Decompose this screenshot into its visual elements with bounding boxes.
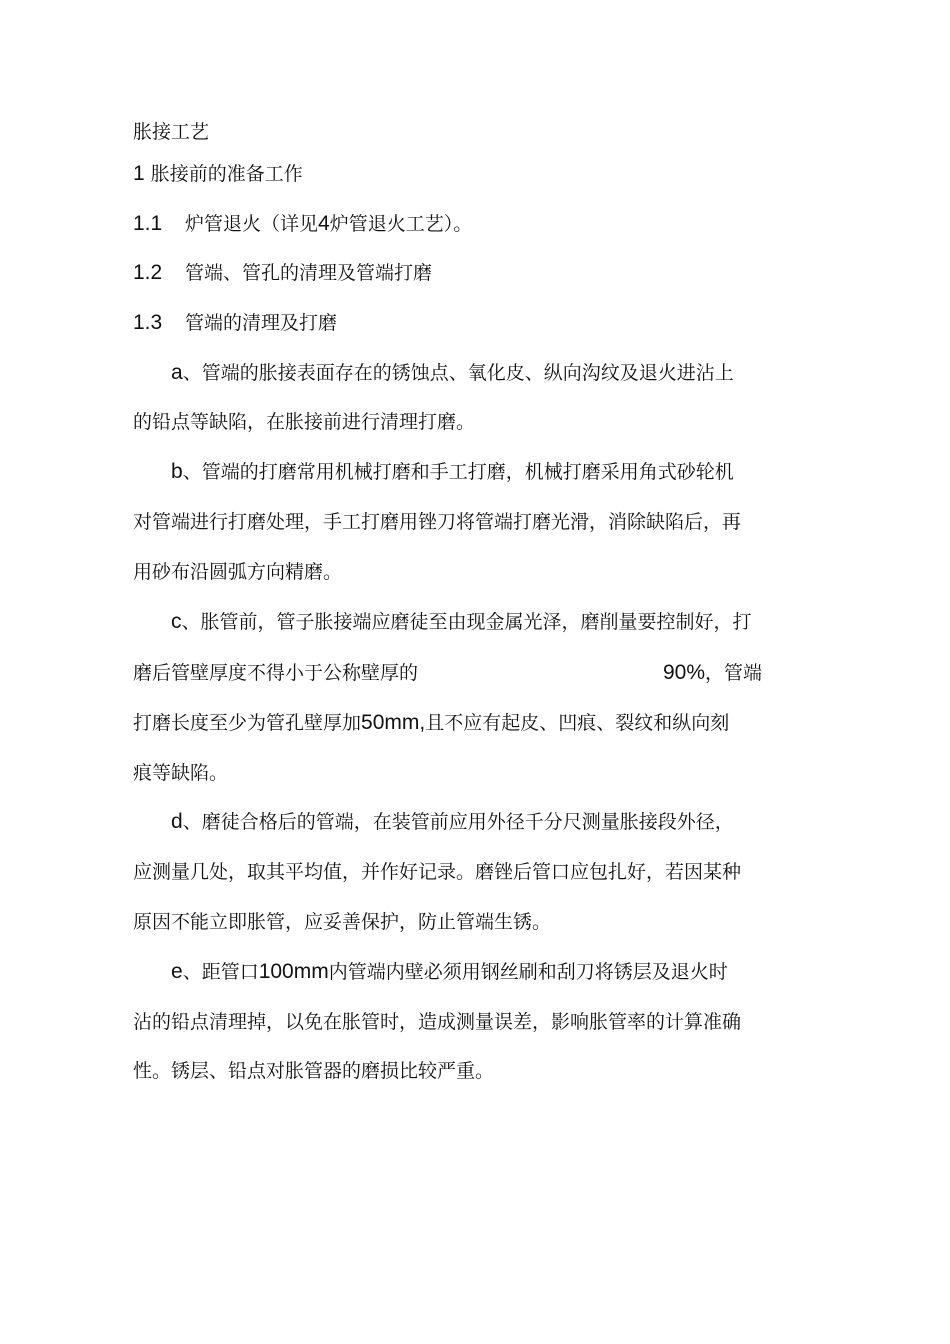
item-1-2: [133, 261, 432, 285]
para-d-line-2: 应测量几处，取其平均值，并作好记录。磨锉后管口应包扎好，若因某种: [133, 861, 742, 883]
item-1-1: [133, 212, 472, 236]
para-c-line-2-right: [663, 661, 762, 685]
para-c-line-4: 痕等缺陷。: [133, 762, 229, 784]
percent-value: 90%: [663, 661, 706, 684]
document-title: 胀接工艺: [133, 121, 210, 143]
para-c-line-1: [171, 610, 752, 634]
para-e-line-3: 性。锈层、铅点对胀管器的磨损比较严重。: [133, 1060, 495, 1082]
para-e-line-1: [171, 960, 728, 984]
section-text: 胀接前的准备工作: [150, 163, 303, 185]
section-heading: [133, 162, 303, 186]
length-value: 50mm,: [361, 711, 426, 734]
para-b-line-3: 用砂布沿圆弧方向精磨。: [133, 561, 343, 583]
section-number: 1: [133, 162, 145, 185]
para-text: 、距管口: [182, 961, 259, 983]
para-c-line-2: 磨后管壁厚度不得小于公称壁厚的: [133, 662, 419, 684]
para-letter: b: [171, 460, 183, 483]
para-text: 、胀管前，管子胀接端应磨徒至由现金属光泽，磨削量要控制好，打: [181, 611, 752, 633]
para-letter: a: [171, 361, 183, 384]
para-text: 内管端内壁必须用钢丝刷和刮刀将锈层及退火时: [328, 961, 728, 983]
item-number: 1.2: [133, 261, 163, 284]
para-text: 、管端的胀接表面存在的锈蚀点、氧化皮、纵向沟纹及退火进沾上: [182, 362, 734, 384]
item-number: 1.3: [133, 311, 163, 334]
para-text: 、管端的打磨常用机械打磨和手工打磨，机械打磨采用角式砂轮机: [182, 461, 734, 483]
item-text: 管端、管孔的清理及管端打磨: [185, 262, 433, 284]
para-d-line-1: [171, 810, 734, 834]
para-text: 、磨徒合格后的管端，在装管前应用外径千分尺测量胀接段外径，: [182, 811, 734, 833]
length-value: 100mm: [258, 960, 329, 983]
para-letter: c: [171, 610, 182, 633]
para-e-line-2: 沾的铅点清理掉，以免在胀管时，造成测量误差，影响胀管率的计算准确: [133, 1011, 742, 1033]
para-c-line-3: [133, 711, 729, 735]
item-1-3: [133, 311, 337, 335]
para-d-line-3: 原因不能立即胀管，应妥善保护，防止管端生锈。: [133, 911, 552, 933]
para-a-line-1: [171, 361, 734, 385]
item-text: 炉管退火（详见: [185, 213, 319, 235]
item-text: 管端的清理及打磨: [185, 312, 338, 334]
para-text: 打磨长度至少为管孔壁厚加: [133, 712, 362, 734]
para-a-line-2: 的铅点等缺陷，在胀接前进行清理打磨。: [133, 411, 476, 433]
para-letter: e: [171, 960, 183, 983]
item-number: 1.1: [133, 212, 163, 235]
para-text: ，管端: [705, 662, 763, 684]
para-text: 且不应有起皮、凹痕、裂纹和纵向刻: [425, 712, 730, 734]
item-text-end: 炉管退火工艺）。: [329, 213, 473, 235]
para-b-line-2: 对管端进行打磨处理，手工打磨用锉刀将管端打磨光滑，消除缺陷后，再: [133, 511, 742, 533]
item-inline-number: 4: [318, 212, 330, 235]
para-b-line-1: [171, 460, 734, 484]
para-letter: d: [171, 810, 183, 833]
